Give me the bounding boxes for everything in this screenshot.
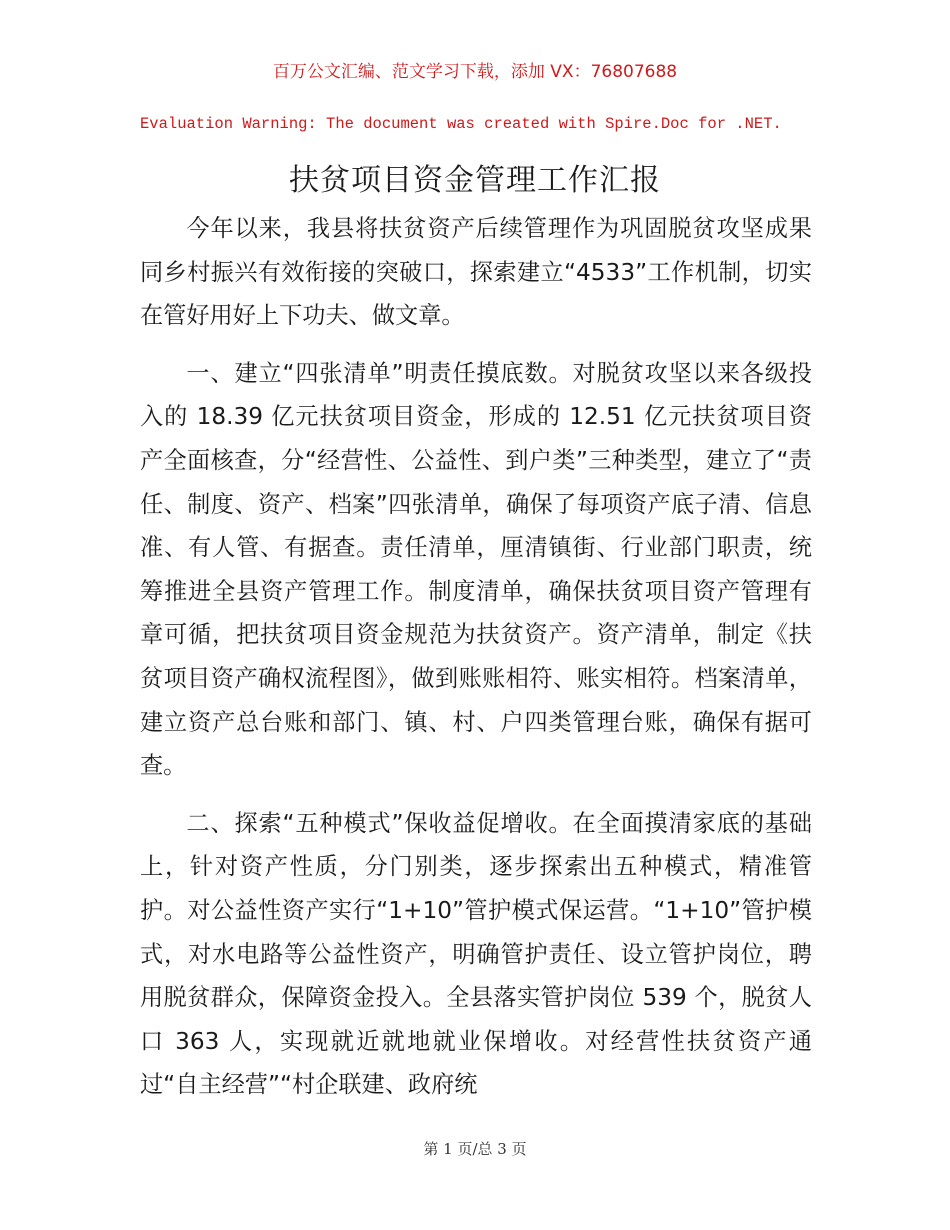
evaluation-warning: Evaluation Warning: The document was created with Spire.Doc for .NET.: [140, 115, 782, 133]
paragraph-section-1: 一、建立“四张清单”明责任摸底数。对脱贫攻坚以来各级投入的 18.39 亿元扶贫项目资金，形成的 12.51 亿元扶贫项目资产全面核查，分“经营性、公益性、到户类”三种类型，建立了“责任、制度、资产、档案”四张清单，确保了每项资产底子清、信息准、有人管、有据查。责任清单，厘清镇街、行业部门职责，统筹推进全县资产管理工作。制度清单，确保扶贫项目资产管理有章可循，把扶贫项目资金规范为扶贫资产。资产清单，制定《扶贫项目资产确权流程图》，做到账账相符、账实相符。档案清单，建立资产总台账和部门、镇、村、户四类管理台账，确保有据可查。: [140, 359, 812, 780]
document-body: [140, 207, 812, 1121]
paragraph-intro: 今年以来，我县将扶贫资产后续管理作为巩固脱贫攻坚成果同乡村振兴有效衔接的突破口，探索建立“4533”工作机制，切实在管好用好上下功夫、做文章。: [140, 215, 812, 330]
promo-header: 百万公文汇编、范文学习下载，添加 VX：76807688: [272, 62, 678, 82]
paragraph-section-2: 二、探索“五种模式”保收益促增收。在全面摸清家底的基础上，针对资产性质，分门别类，逐步探索出五种模式，精准管护。对公益性资产实行“1+10”管护模式保运营。“1+10”管护模式，对水电路等公益性资产，明确管护责任、设立管护岗位，聘用脱贫群众，保障资金投入。全县落实管护岗位 539 个，脱贫人口 363 人，实现就近就地就业保增收。对经营性扶贫资产通过“自主经营”“村企联建、政府统: [140, 809, 812, 1099]
page-footer: 第 1 页/总 3 页: [423, 1140, 527, 1158]
document-title: 扶贫项目资金管理工作汇报: [289, 163, 661, 198]
